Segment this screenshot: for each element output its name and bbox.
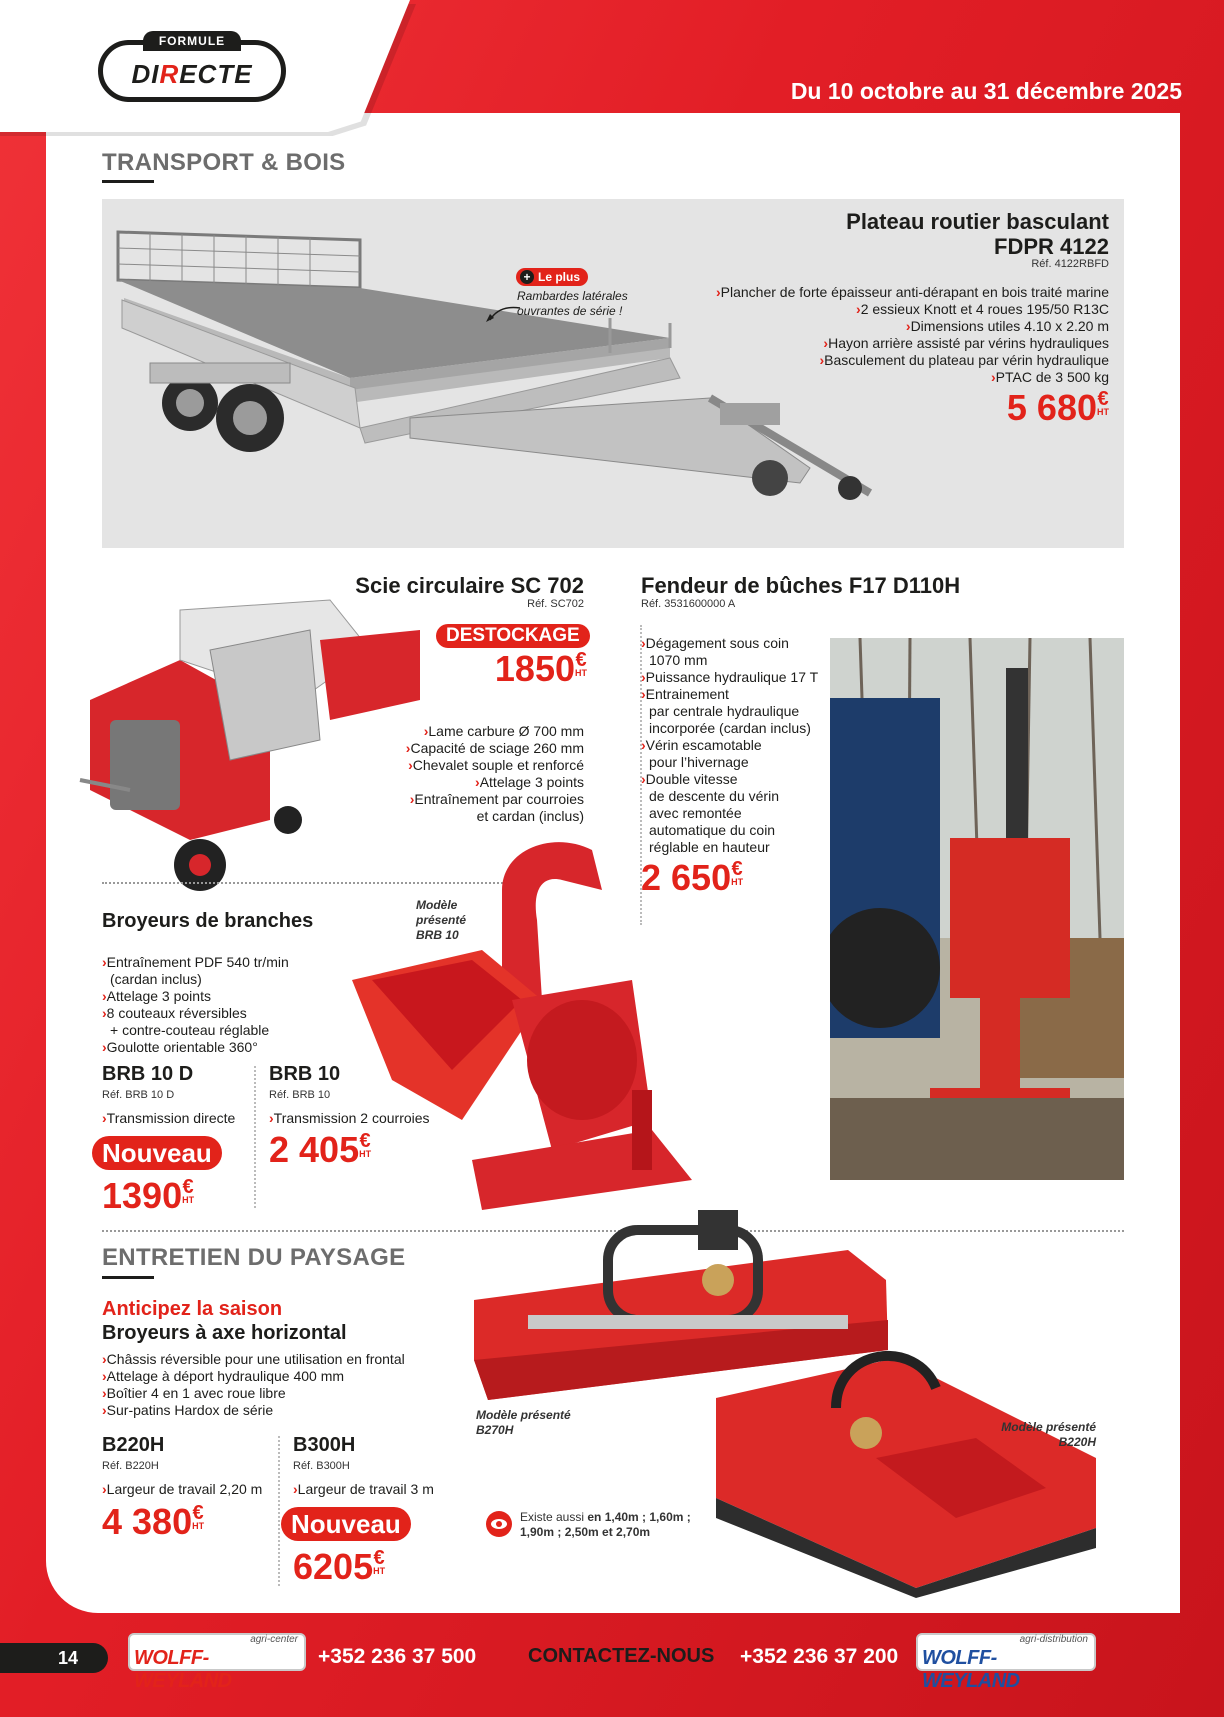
list-item: ›Entrainement: [641, 686, 729, 702]
list-item: ›8 couteaux réversibles: [102, 1005, 247, 1021]
list-item: ›2 essieux Knott et 4 roues 195/50 R13C: [856, 301, 1109, 317]
plus-icon: +: [520, 270, 534, 284]
list-item: ›Plancher de forte épaisseur anti-dérapant en bois traité marine: [715, 284, 1109, 300]
trailer-illustration: [110, 228, 900, 548]
list-item: de descente du vérin: [649, 788, 779, 804]
list-item: ›Hayon arrière assisté par vérins hydrauliques: [823, 335, 1109, 351]
section-title-transport: TRANSPORT & BOIS: [102, 149, 346, 176]
list-item: ›Entraînement PDF 540 tr/min: [102, 954, 289, 970]
b220h-price: 4 380€ HT: [102, 1501, 205, 1542]
wolff-weyland-agri-center-logo: agri-center WOLFF-WEYLAND: [128, 1633, 306, 1671]
list-item: ›Dimensions utiles 4.10 x 2.20 m: [905, 318, 1109, 334]
list-item: ›Dégagement sous coin: [641, 635, 789, 651]
fendeur-title: Fendeur de bûches F17 D110H: [641, 573, 961, 598]
list-item: ›Châssis réversible pour une utilisation en frontal: [102, 1351, 405, 1367]
scie-title: Scie circulaire SC 702: [355, 573, 584, 598]
list-item: ›Double vitesse: [641, 771, 738, 787]
scie-ref: Réf. SC702: [527, 598, 584, 610]
date-range: Du 10 octobre au 31 décembre 2025: [790, 78, 1182, 104]
phone-agri-center[interactable]: +352 236 37 500: [318, 1645, 477, 1668]
list-item: réglable en hauteur: [649, 839, 770, 855]
list-item: automatique du coin: [649, 822, 776, 838]
list-item: ›Capacité de sciage 260 mm: [405, 740, 584, 756]
section-underline: [102, 1276, 154, 1279]
plateau-price: 5 680€ HT: [1006, 387, 1109, 428]
plateau-ref: Réf. 4122RBFD: [1031, 258, 1109, 270]
list-item: ›Sur-patins Hardox de série: [102, 1402, 274, 1418]
b300h-name: B300H: [293, 1434, 356, 1456]
b220h-feature: ›Largeur de travail 2,20 m: [102, 1481, 263, 1497]
nouveau-badge: Nouveau: [92, 1136, 222, 1170]
formule-directe-logo: [98, 34, 286, 102]
wolff-weyland-agri-distribution-logo: agri-distribution WOLFF-WEYLAND: [916, 1633, 1096, 1671]
divider-vertical: [254, 1066, 256, 1208]
list-item: ›Vérin escamotable: [641, 737, 762, 753]
list-item: ›Lame carbure Ø 700 mm: [423, 723, 584, 739]
plateau-bullets: [716, 284, 1109, 386]
le-plus-text: Rambardes latérales ouvrantes de série !: [517, 289, 628, 318]
list-item: pour l’hivernage: [649, 754, 749, 770]
page-number: 14: [0, 1643, 108, 1673]
b300h-feature: ›Largeur de travail 3 m: [293, 1481, 434, 1497]
list-item: ›Puissance hydraulique 17 T: [641, 669, 819, 685]
list-item: (cardan inclus): [110, 971, 202, 987]
brb10d-ref: Réf. BRB 10 D: [102, 1089, 175, 1101]
divider-vertical: [278, 1436, 280, 1586]
section-underline: [102, 180, 154, 183]
horizontal-title: Broyeurs à axe horizontal: [102, 1322, 347, 1344]
list-item: ›Entraînement par courroies: [409, 791, 584, 807]
list-item: incorporée (cardan inclus): [649, 720, 811, 736]
b220h-ref: Réf. B220H: [102, 1460, 159, 1472]
brb10-feature: ›Transmission 2 courroies: [269, 1110, 430, 1126]
b220h-name: B220H: [102, 1434, 165, 1456]
list-item: ›Attelage 3 points: [102, 988, 211, 1004]
phone-agri-distribution[interactable]: +352 236 37 200: [740, 1645, 899, 1668]
contactez-nous: CONTACTEZ-NOUS: [528, 1645, 715, 1667]
list-item: ›Chevalet souple et renforcé: [408, 757, 584, 773]
broyeurs-title: Broyeurs de branches: [102, 910, 314, 932]
scie-bullets: [406, 723, 584, 825]
b300h-ref: Réf. B300H: [293, 1460, 350, 1472]
list-item: ›PTAC de 3 500 kg: [990, 369, 1109, 385]
nouveau-badge: Nouveau: [281, 1507, 411, 1541]
le-plus-badge: + Le plus: [516, 268, 588, 286]
list-item: ›Attelage à déport hydraulique 400 mm: [102, 1368, 345, 1384]
list-item: avec remontée: [649, 805, 742, 821]
broyeurs-bullets: [102, 954, 289, 1056]
b270h-model-note: Modèle présenté B270H: [476, 1408, 571, 1437]
eye-note: Existe aussi en 1,40m ; 1,60m ; 1,90m ; 2,50m et 2,70m: [520, 1510, 691, 1539]
curved-arrow-icon: [484, 302, 524, 326]
list-item: + contre-couteau réglable: [110, 1022, 270, 1038]
eye-icon: [486, 1511, 512, 1537]
anticipez-kicker: Anticipez la saison: [102, 1298, 283, 1320]
list-item: ›Basculement du plateau par vérin hydraulique: [819, 352, 1109, 368]
horizontal-bullets: [102, 1351, 405, 1419]
b300h-price: 6205€ HT: [293, 1546, 386, 1587]
brb10d-feature: ›Transmission directe: [102, 1110, 236, 1126]
fendeur-price: 2 650€ HT: [641, 857, 744, 898]
brb10d-name: BRB 10 D: [102, 1063, 194, 1085]
list-item: 1070 mm: [649, 652, 708, 668]
list-item: et cardan (inclus): [476, 808, 584, 824]
fendeur-bullets: [641, 635, 818, 856]
list-item: par centrale hydraulique: [649, 703, 800, 719]
plateau-title: Plateau routier basculant FDPR 4122: [846, 209, 1109, 259]
list-item: ›Attelage 3 points: [475, 774, 584, 790]
brb10-ref: Réf. BRB 10: [269, 1089, 331, 1101]
broyeur-b220h-illustration: [716, 1338, 1100, 1598]
fendeur-photo: [830, 638, 1124, 1180]
list-item: ›Boîtier 4 en 1 avec roue libre: [102, 1385, 286, 1401]
section-title-paysage: ENTRETIEN DU PAYSAGE: [102, 1244, 406, 1271]
brb10d-price: 1390€ HT: [102, 1175, 195, 1216]
list-item: ›Goulotte orientable 360°: [102, 1039, 258, 1055]
logo-formule-text: FORMULE: [143, 31, 241, 51]
brb10-name: BRB 10: [269, 1063, 341, 1085]
logo-directe-text: DIRECTE: [131, 59, 253, 89]
brb10-model-note: Modèle présenté BRB 10: [416, 898, 467, 942]
scie-price: 1850€ HT: [494, 648, 587, 689]
fendeur-ref: Réf. 3531600000 A: [641, 598, 736, 610]
b220h-model-note: Modèle présenté B220H: [1001, 1420, 1096, 1449]
broyeur-branches-illustration: [352, 830, 702, 1220]
destockage-badge: DESTOCKAGE: [436, 624, 590, 648]
brb10-price: 2 405€ HT: [269, 1129, 372, 1170]
